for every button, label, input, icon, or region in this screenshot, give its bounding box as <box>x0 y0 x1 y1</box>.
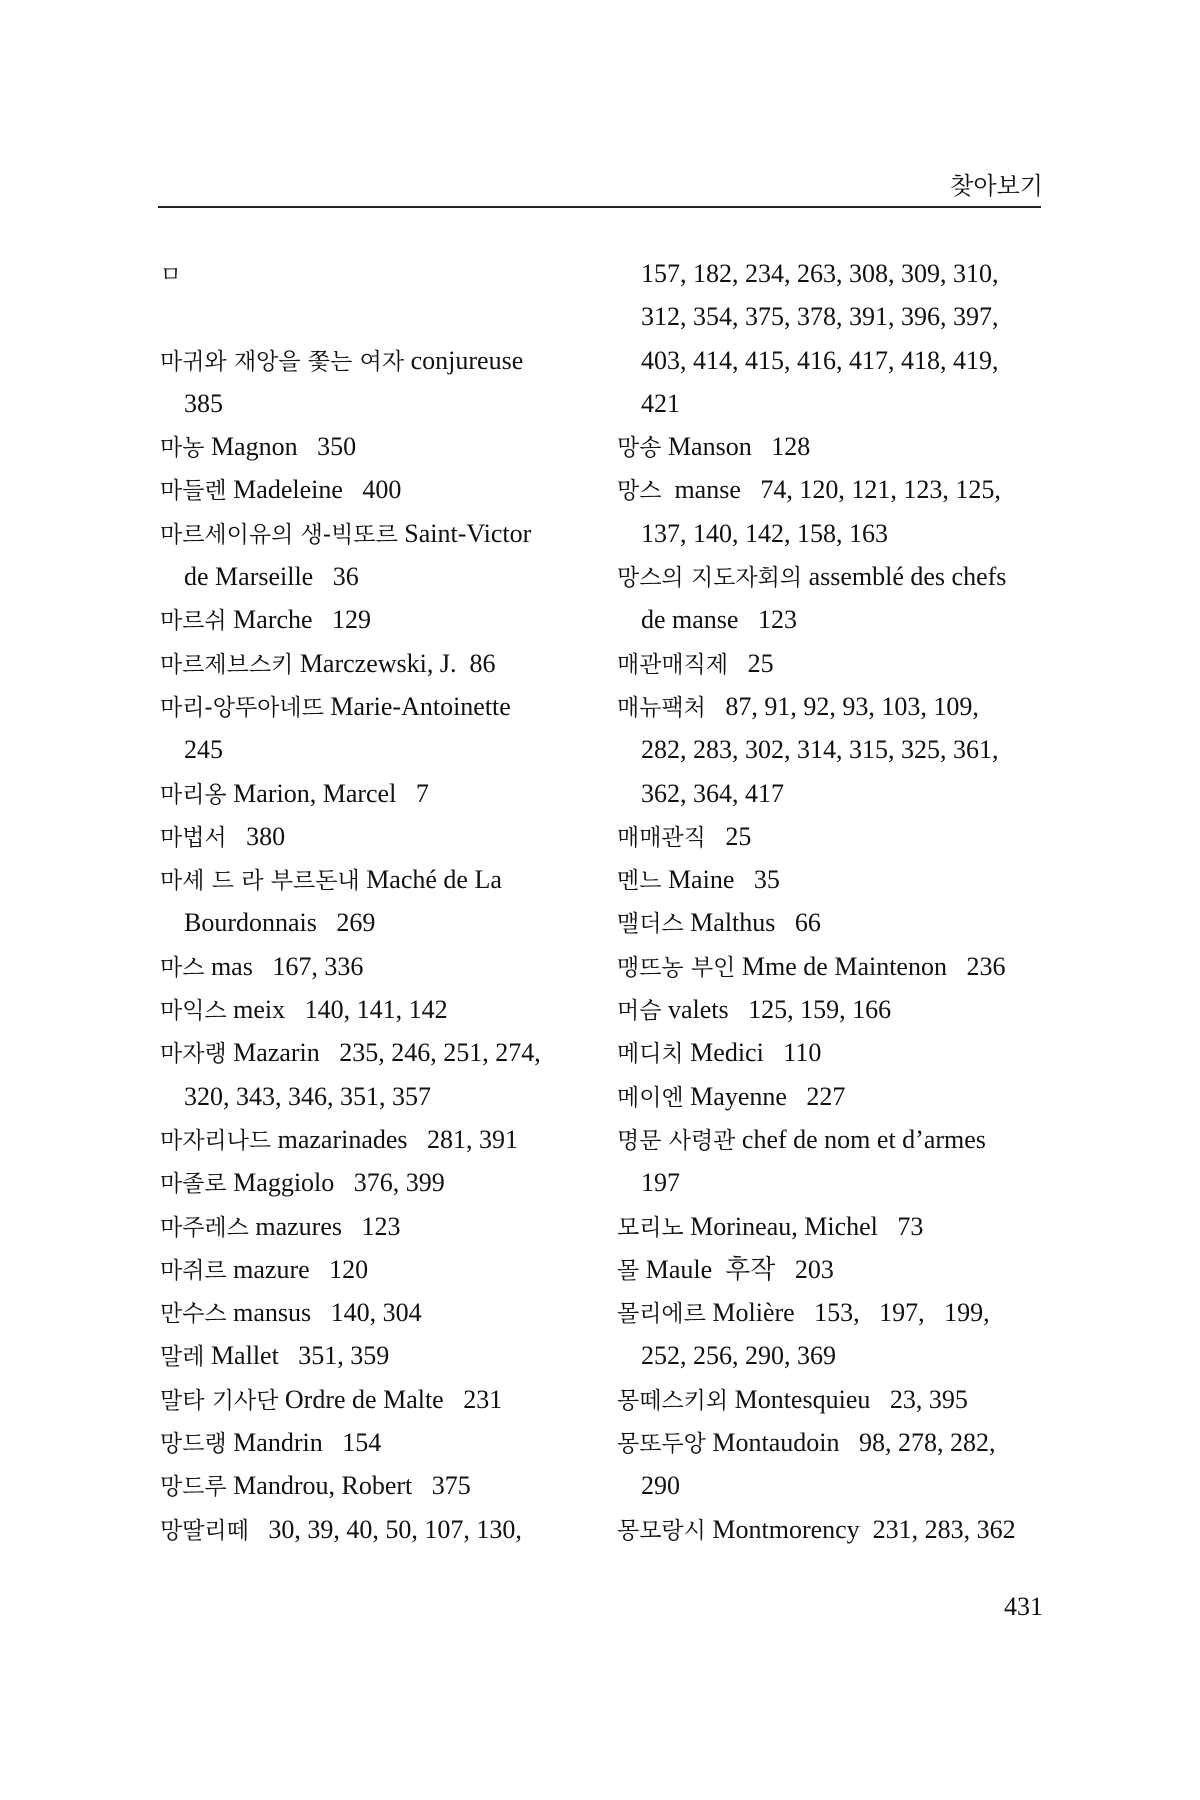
index-entry-line <box>617 945 1042 988</box>
index-entry-line <box>617 512 1042 555</box>
entry-latin-and-pages: 245 <box>184 735 223 765</box>
entry-latin-and-pages: Madeleine 400 <box>226 475 402 505</box>
entry-latin-and-pages: Magnon 350 <box>204 432 357 462</box>
entry-latin-and-pages: Mandrin 154 <box>226 1428 382 1458</box>
entry-korean-term: 마주레스 <box>160 1214 249 1241</box>
entry-latin-and-pages: Maché de La <box>359 865 502 895</box>
entry-korean-term: 맬더스 <box>617 911 684 938</box>
entry-latin-and-pages: de manse 123 <box>641 605 797 635</box>
index-entry-line <box>617 858 1042 901</box>
index-entry-line <box>160 728 590 771</box>
index-entry-line <box>160 382 590 425</box>
entry-latin-and-pages: valets 125, 159, 166 <box>661 995 892 1025</box>
header-rule <box>158 206 1041 208</box>
entry-latin-and-pages: 312, 354, 375, 378, 391, 396, 397, <box>641 302 999 332</box>
entry-korean-term: 마르제브스키 <box>160 651 294 678</box>
index-entry-line <box>617 1508 1042 1551</box>
section-heading <box>160 252 590 295</box>
index-entry-line <box>617 1291 1042 1334</box>
entry-korean-term: 메이엔 <box>617 1084 684 1111</box>
index-entry-line <box>617 1334 1042 1377</box>
entry-latin-and-pages: Montaudoin 98, 278, 282, <box>705 1428 996 1458</box>
index-entry-line <box>617 728 1042 771</box>
entry-korean-term: 마셰 드 라 부르돈내 <box>160 868 360 895</box>
right-column <box>617 252 1042 1551</box>
index-entry-line <box>617 1161 1042 1204</box>
entry-korean-term: 마법서 <box>160 824 227 851</box>
entry-latin-and-pages: 87, 91, 92, 93, 103, 109, <box>705 691 979 721</box>
index-entry-line <box>160 858 590 901</box>
entry-latin-and-pages: 385 <box>184 388 223 418</box>
entry-latin-and-pages: 30, 39, 40, 50, 107, 130, <box>248 1514 522 1544</box>
index-entry-line <box>160 1031 590 1074</box>
entry-korean-term: 모리노 <box>617 1214 684 1241</box>
entry-latin-and-pages: 197 <box>641 1168 680 1198</box>
entry-latin-and-pages: 252, 256, 290, 369 <box>641 1341 836 1371</box>
index-entry-line <box>617 1378 1042 1421</box>
left-column <box>160 252 590 1551</box>
index-entry-line <box>160 1161 590 1204</box>
entry-latin-and-pages: meix 140, 141, 142 <box>226 995 448 1025</box>
entry-latin-and-pages: Marion, Marcel 7 <box>226 778 429 808</box>
entry-korean-term: 말타 기사단 <box>160 1387 279 1414</box>
entry-latin-and-pages: Medici 110 <box>683 1038 822 1068</box>
index-entry-line <box>617 339 1042 382</box>
entry-korean-term: 멘느 <box>617 868 662 895</box>
index-entry-line <box>617 901 1042 944</box>
index-entry-line <box>617 1464 1042 1507</box>
index-entry-line <box>160 1118 590 1161</box>
entry-latin-and-pages: 25 <box>705 821 752 851</box>
entry-korean-term: 매매관직 <box>617 824 706 851</box>
entry-latin-and-pages: 282, 283, 302, 314, 315, 325, 361, <box>641 735 999 765</box>
entry-korean-term: 머슴 <box>617 998 662 1025</box>
index-entry-line <box>160 642 590 685</box>
entry-latin-and-pages: 421 <box>641 388 680 418</box>
index-entry-line <box>617 555 1042 598</box>
entry-latin-and-pages: Morineau, Michel 73 <box>683 1211 924 1241</box>
entry-latin-and-pages: Mandrou, Robert 375 <box>226 1471 471 1501</box>
entry-latin-and-pages: mazures 123 <box>248 1211 401 1241</box>
index-entry-line <box>617 685 1042 728</box>
entry-korean-term: 몽떼스키외 <box>617 1387 729 1414</box>
index-entry-line <box>160 598 590 641</box>
index-entry-line <box>617 1248 1042 1291</box>
entry-latin-and-pages: mazure 120 <box>226 1254 369 1284</box>
entry-latin-and-pages: Malthus 66 <box>683 908 821 938</box>
entry-latin-and-pages: 403, 414, 415, 416, 417, 418, 419, <box>641 345 999 375</box>
index-entry-line <box>160 512 590 555</box>
entry-latin-and-pages: 380 <box>226 821 286 851</box>
entry-korean-term: 몽모랑시 <box>617 1517 706 1544</box>
entry-latin-and-pages: mansus 140, 304 <box>226 1298 422 1328</box>
entry-korean-term: 마귀와 재앙을 쫓는 여자 <box>160 348 405 375</box>
entry-latin-and-pages: mazarinades 281, 391 <box>271 1124 519 1154</box>
entry-latin-and-pages: Manson 128 <box>661 432 811 462</box>
entry-latin-and-pages: Marie-Antoinette <box>323 691 511 721</box>
entry-korean-term: 망드랭 <box>160 1431 227 1458</box>
entry-latin-and-pages: 25 <box>728 648 774 678</box>
index-entry-line <box>160 1464 590 1507</box>
entry-latin-and-pages: chef de nom et d’armes <box>735 1124 986 1154</box>
index-entry-line <box>160 901 590 944</box>
entry-latin-and-pages: Marche 129 <box>226 605 372 635</box>
entry-latin-and-pages: Bourdonnais 269 <box>184 908 376 938</box>
entry-korean-term: 마익스 <box>160 998 227 1025</box>
entry-korean-term: 매관매직제 <box>617 651 729 678</box>
entry-korean-term: 맹뜨농 부인 <box>617 954 736 981</box>
index-entry-line <box>617 598 1042 641</box>
entry-latin-and-pages: mas 167, 336 <box>204 951 364 981</box>
index-entry-line <box>617 252 1042 295</box>
entry-korean-term: 마농 <box>160 435 205 462</box>
section-letter: ㅁ <box>160 263 182 288</box>
index-entry-line <box>617 642 1042 685</box>
index-entry-line <box>160 339 590 382</box>
entry-korean-term: 마리-앙뚜아네뜨 <box>160 694 324 721</box>
index-entry-line <box>617 382 1042 425</box>
index-entry-line <box>617 295 1042 338</box>
entry-korean-term: 망드루 <box>160 1474 227 1501</box>
entry-latin-and-pages: Ordre de Malte 231 <box>278 1384 503 1414</box>
entry-korean-term: 마르쉬 <box>160 608 227 635</box>
index-entry-line <box>617 1031 1042 1074</box>
index-entry-line <box>160 1334 590 1377</box>
index-entry-line <box>160 1508 590 1551</box>
entry-korean-term: 마자랭 <box>160 1041 227 1068</box>
index-entry-line <box>160 555 590 598</box>
index-entry-line <box>160 685 590 728</box>
index-entry-line <box>617 772 1042 815</box>
entry-latin-and-pages: Montmorency 231, 283, 362 <box>705 1514 1016 1544</box>
entry-latin-and-pages: Maine 35 <box>661 865 780 895</box>
index-entry-line <box>160 1378 590 1421</box>
entry-korean-term: 몰리에르 <box>617 1301 706 1328</box>
index-entry-line <box>617 425 1042 468</box>
entry-korean-term: 만수스 <box>160 1301 227 1328</box>
section-spacer <box>160 295 590 338</box>
index-entry-line <box>617 1421 1042 1464</box>
entry-korean-term: 망송 <box>617 435 662 462</box>
index-entry-line <box>160 425 590 468</box>
entry-korean-term: 망딸리떼 <box>160 1517 249 1544</box>
running-header: 찾아보기 <box>950 172 1043 200</box>
index-entry-line <box>160 945 590 988</box>
entry-latin-and-pages: de Marseille 36 <box>184 562 359 592</box>
index-entry-line <box>160 815 590 858</box>
index-entry-line <box>617 1075 1042 1118</box>
entry-korean-term: 마졸로 <box>160 1171 227 1198</box>
entry-korean-term: 마자리나드 <box>160 1127 272 1154</box>
entry-latin-and-pages: Montesquieu 23, 395 <box>728 1384 968 1414</box>
index-entry-line <box>617 1118 1042 1161</box>
entry-latin-and-pages: Molière 153, 197, 199, <box>705 1298 990 1328</box>
page-number: 431 <box>1004 1592 1043 1621</box>
index-entry-line <box>617 988 1042 1031</box>
index-entry-line <box>617 815 1042 858</box>
index-entry-line <box>160 1205 590 1248</box>
index-entry-line <box>160 772 590 815</box>
entry-latin-and-pages: 290 <box>641 1471 680 1501</box>
entry-latin-and-pages: 157, 182, 234, 263, 308, 309, 310, <box>641 259 999 288</box>
index-entry-line <box>617 468 1042 511</box>
index-entry-line <box>160 468 590 511</box>
entry-latin-and-pages: 320, 343, 346, 351, 357 <box>184 1081 431 1111</box>
entry-latin-and-pages: Mazarin 235, 246, 251, 274, <box>226 1038 541 1068</box>
entry-latin-and-pages: manse 74, 120, 121, 123, 125, <box>661 475 1001 505</box>
entry-korean-term: 메디치 <box>617 1041 684 1068</box>
entry-latin-and-pages: Maule 후작 203 <box>639 1254 834 1284</box>
entry-korean-term: 마쥐르 <box>160 1257 227 1284</box>
entry-latin-and-pages: assemblé des chefs <box>802 562 1007 592</box>
entry-latin-and-pages: Marczewski, J. 86 <box>293 648 496 678</box>
entry-latin-and-pages: conjureuse <box>404 345 524 375</box>
index-entry-line <box>617 1205 1042 1248</box>
entry-korean-term: 마르세이유의 생-빅또르 <box>160 521 398 548</box>
entry-latin-and-pages: Maggiolo 376, 399 <box>226 1168 445 1198</box>
entry-korean-term: 몰 <box>617 1257 640 1284</box>
entry-latin-and-pages: 362, 364, 417 <box>641 778 784 808</box>
index-entry-line <box>160 1075 590 1118</box>
entry-latin-and-pages: Mallet 351, 359 <box>204 1341 390 1371</box>
entry-korean-term: 몽또두앙 <box>617 1431 706 1458</box>
index-entry-line <box>160 1248 590 1291</box>
entry-korean-term: 마스 <box>160 954 205 981</box>
entry-latin-and-pages: 137, 140, 142, 158, 163 <box>641 518 888 548</box>
index-entry-line <box>160 1421 590 1464</box>
entry-korean-term: 매뉴팩처 <box>617 694 706 721</box>
entry-korean-term: 말레 <box>160 1344 205 1371</box>
entry-korean-term: 마들렌 <box>160 478 227 505</box>
entry-latin-and-pages: Mme de Maintenon 236 <box>735 951 1006 981</box>
index-entry-line <box>160 1291 590 1334</box>
entry-latin-and-pages: Saint-Victor <box>397 518 532 548</box>
entry-korean-term: 망스 <box>617 478 662 505</box>
entry-korean-term: 마리옹 <box>160 781 227 808</box>
index-entry-line <box>160 988 590 1031</box>
entry-korean-term: 망스의 지도자회의 <box>617 565 803 592</box>
entry-korean-term: 명문 사령관 <box>617 1127 736 1154</box>
entry-latin-and-pages: Mayenne 227 <box>683 1081 846 1111</box>
